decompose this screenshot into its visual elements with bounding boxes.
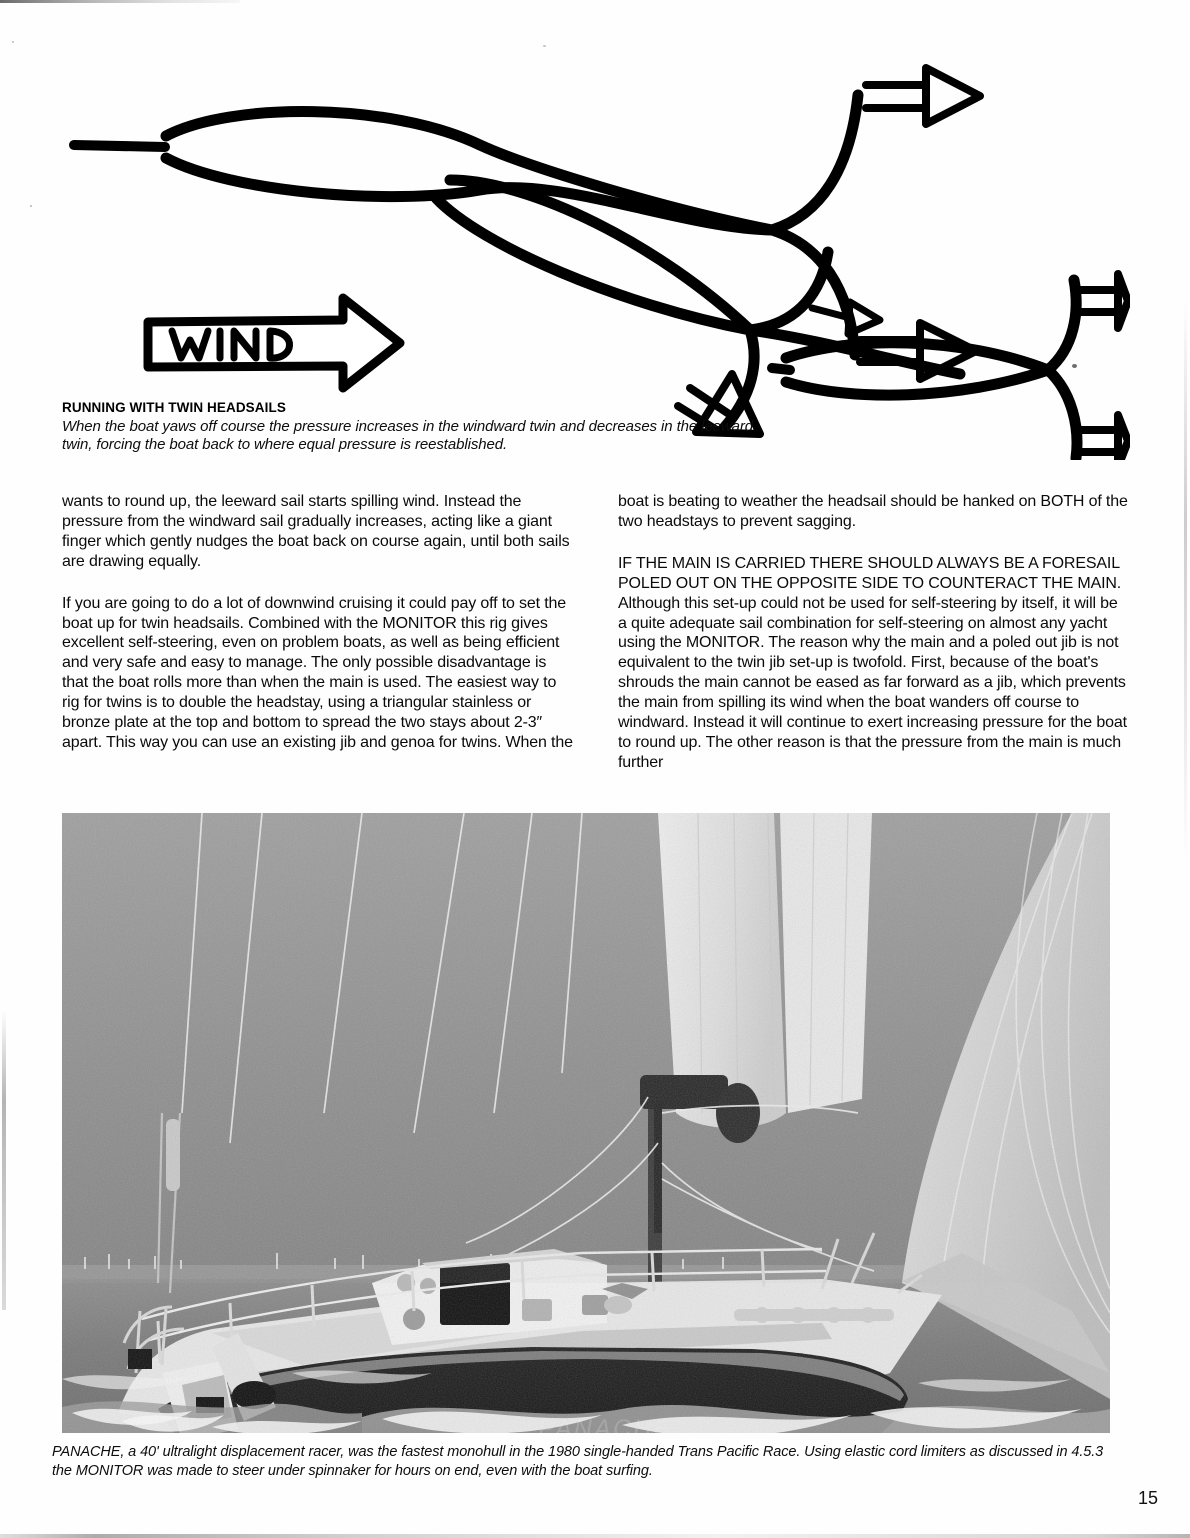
paragraph: wants to round up, the leeward sail starts spilling wind. Instead the pressure from the windward sail gradually increases, acting like a giant finger which gently nudges the boat back on course again, until both sails are drawing equally. [62,493,570,570]
twin-headsail-diagram [60,40,1130,460]
scan-edge-artifact-left [2,1010,6,1310]
figure-caption-block [62,400,762,454]
photo-grain-overlay-sky [62,813,1110,1283]
figure-title: RUNNING WITH TWIN HEADSAILS [62,400,286,415]
figure-caption-text: When the boat yaws off course the pressure increases in the windward twin and decreases in the leeward twin, forcing the boat back to where equal pressure is reestablished. [62,417,754,453]
scan-speck [30,205,32,207]
pressure-arrow-upper-boat-3 [1080,274,1128,328]
page-number: 15 [1137,1488,1158,1508]
left-text-column [62,492,574,753]
right-text-column [618,492,1130,773]
photograph-panache [62,813,1110,1433]
pressure-arrow-lower-boat-3 [1082,415,1128,460]
paragraph: IF THE MAIN IS CARRIED THERE SHOULD ALWAYS BE A FORESAIL POLED OUT ON THE OPPOSITE SIDE TO COUNTERACT THE MAIN. Although this set-up could not be used for self-steering by itself, it will be a quite adequate sail combination for self-steering on almost any yacht using the MONITOR. The reason why the main and a poled out jib is not equivalent to the twin jib set-up is twofold. First, because of the boat's shrouds the main cannot be eased as far forward as a jib, which prevents the main from spilling its wind when the boat wanders off course to windward. Instead it will continue to exert increasing pressure for the boat to round up. The other reason is that the pressure from the main is much further [618,554,1127,771]
scan-edge-artifact-bottom [0,1534,1190,1538]
diagram-boat-1 [74,95,1060,355]
photo-caption: PANACHE, a 40' ultralight displacement racer, was the fastest monohull in the 1980 single-handed Trans Pacific Race. Using elastic cord limiters as discussed in 4.5.3 the MONITOR was made to steer under spinnaker for hours on end, even with the boat surfing. [52,1444,1104,1479]
paragraph: If you are going to do a lot of downwind cruising it could pay off to set the boat up for twin headsails. Combined with the MONITOR this rig gives excellent self-steering, even on problem boats, as well as being efficient and very safe and easy to manage. The only possible disadvantage is that the boat rolls more than when the main is used. The easiest way to rig for twins is to double the headstay, using a triangular stainless or bronze plate at the top and bottom to spread the two stays about 2-3″ apart. This way you can use an existing jib and genoa for twins. When the [62,594,573,751]
scan-edge-artifact-top [0,0,240,3]
scan-edge-artifact-right [1184,300,1187,860]
scan-speck [12,41,14,43]
paragraph: boat is beating to weather the headsail should be hanked on BOTH of the two headstays to prevent sagging. [618,493,1128,530]
body-text-columns [62,492,1128,812]
pressure-arrow-upper-boat-1 [866,68,980,124]
